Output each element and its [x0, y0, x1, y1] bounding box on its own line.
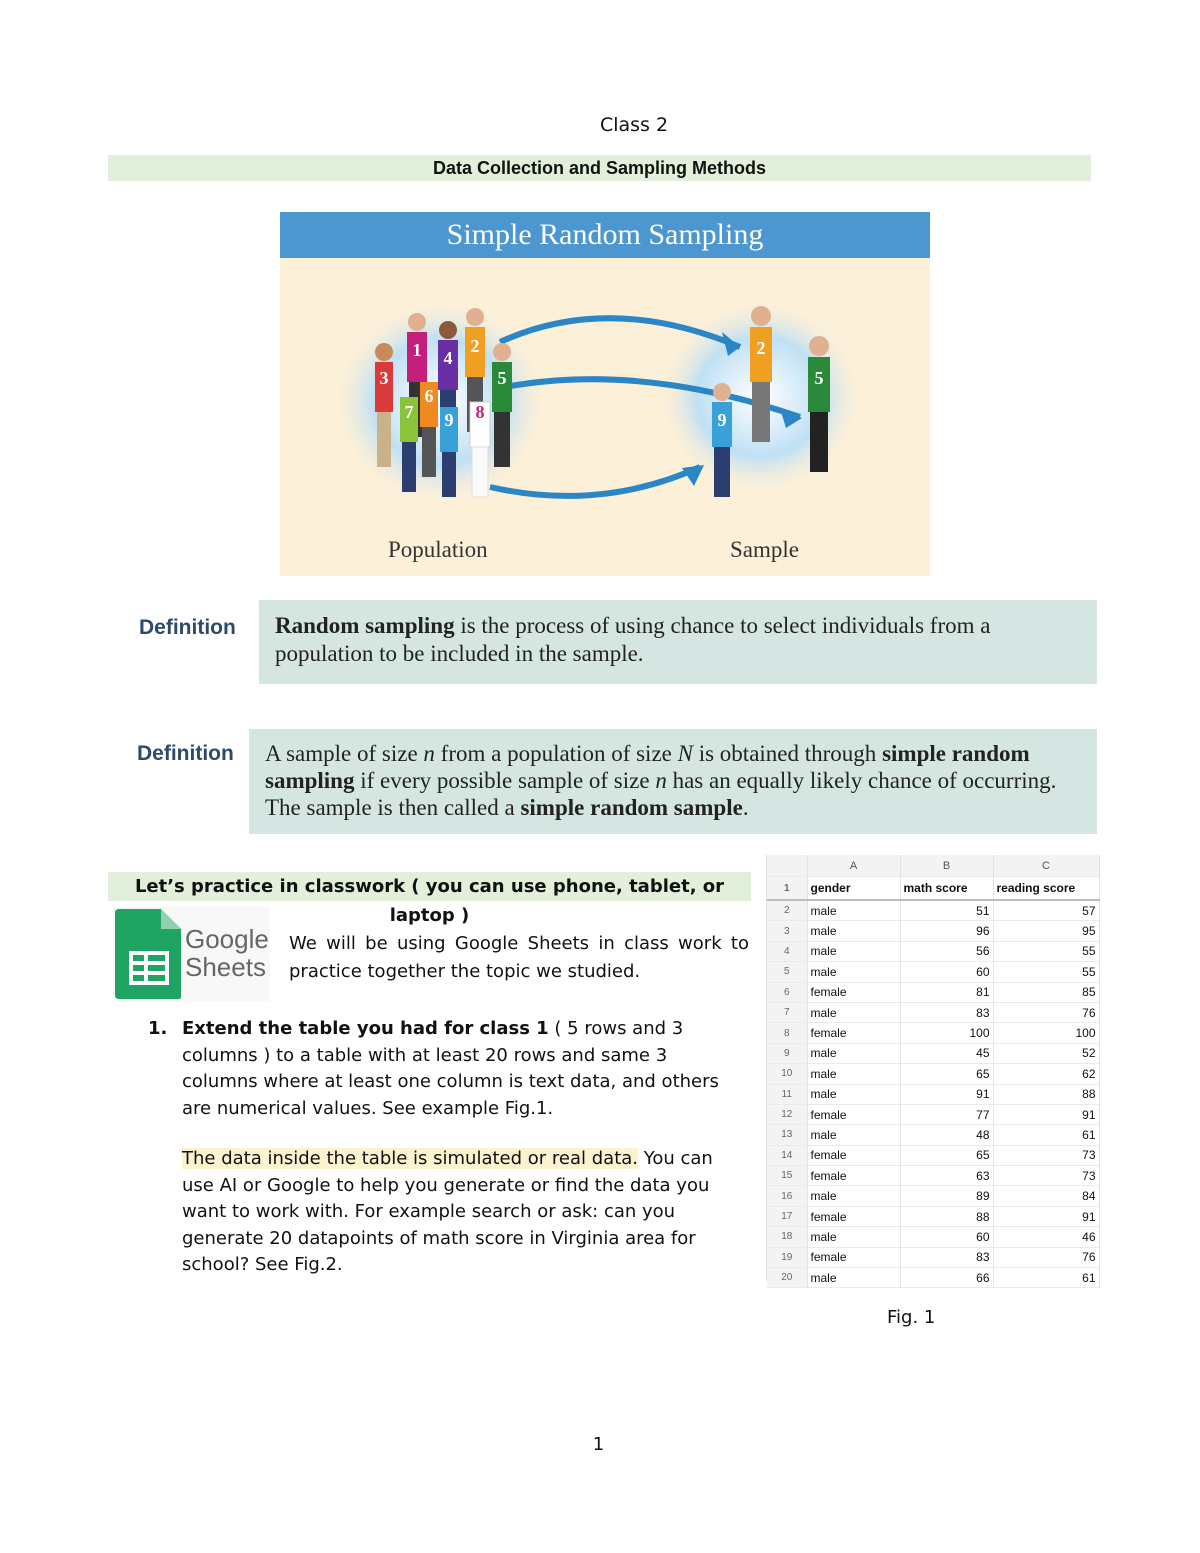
reading-score-cell: 46 [993, 1227, 1099, 1247]
logo-text: Google Sheets [185, 924, 269, 982]
gender-cell: female [807, 1166, 900, 1186]
math-score-cell: 65 [900, 1064, 993, 1084]
row-number: 3 [767, 921, 807, 941]
gender-cell: female [807, 1206, 900, 1226]
pop-num-6: 6 [424, 386, 434, 406]
step-note: The data inside the table is simulated or real data. You can use AI or Google to help you generate or find the data you want to work with. For example search or ask: can you generate 20 datapoints of math score in Virginia area for school? See Fig.2. [182, 1148, 713, 1275]
table-row [767, 1206, 1099, 1226]
row-number: 10 [767, 1064, 807, 1084]
definition-random-sampling [118, 588, 1097, 684]
reading-score-cell: 73 [993, 1166, 1099, 1186]
gender-cell: male [807, 941, 900, 961]
pop-num-7: 7 [404, 402, 414, 422]
math-score-cell: 48 [900, 1125, 993, 1145]
pop-num-4: 4 [443, 348, 453, 368]
pop-num-5: 5 [497, 368, 507, 388]
math-score-cell: 45 [900, 1043, 993, 1063]
srs-illustration [280, 212, 930, 576]
step-body: Extend the table you had for class 1 ( 5 rows and 3 columns ) to a table with at least 20 rows and same 3 columns where at least one column is text data, and others are numerical values. See example Fig.1. [182, 1018, 719, 1119]
row-number: 5 [767, 962, 807, 982]
math-score-cell: 91 [900, 1084, 993, 1104]
table-row [767, 1125, 1099, 1145]
row-number: 17 [767, 1206, 807, 1226]
definition-text [259, 600, 1097, 684]
table-row [767, 1166, 1099, 1186]
math-score-cell: 83 [900, 1247, 993, 1267]
math-score-cell: 51 [900, 900, 993, 921]
practice-title: Let’s practice in classwork ( you can use phone, tablet, or laptop ) [108, 872, 751, 901]
math-score-cell: 65 [900, 1145, 993, 1165]
header-cell: reading score [993, 877, 1099, 901]
row-number: 14 [767, 1145, 807, 1165]
pop-num-2: 2 [470, 336, 480, 356]
definition-text: A sample of size n from a population of size N is obtained through simple random sampling if every possible sample of size n has an equally likely chance of occurring. The sample is then called a simple random sample. [249, 729, 1097, 834]
math-score-cell: 89 [900, 1186, 993, 1206]
table-row [767, 1023, 1099, 1043]
math-score-cell: 88 [900, 1206, 993, 1226]
column-letter: C [993, 855, 1099, 877]
pop-num-8: 8 [475, 402, 485, 422]
table-row [767, 1145, 1099, 1165]
sample-num-5: 5 [814, 368, 824, 388]
population-label: Population [388, 537, 488, 562]
figure-caption: Fig. 1 [887, 1307, 936, 1328]
table-row [767, 1084, 1099, 1104]
column-letter: B [900, 855, 993, 877]
pop-num-9: 9 [444, 410, 454, 430]
reading-score-cell: 100 [993, 1023, 1099, 1043]
reading-score-cell: 84 [993, 1186, 1099, 1206]
row-number: 16 [767, 1186, 807, 1206]
math-score-cell: 100 [900, 1023, 993, 1043]
sample-num-2: 2 [756, 338, 766, 358]
pop-num-1: 1 [412, 340, 422, 360]
gender-cell: male [807, 1043, 900, 1063]
gender-cell: male [807, 1186, 900, 1206]
reading-score-cell: 61 [993, 1125, 1099, 1145]
math-score-cell: 63 [900, 1166, 993, 1186]
srs-figure [280, 212, 930, 576]
table-row [767, 982, 1099, 1002]
gender-cell: male [807, 1064, 900, 1084]
reading-score-cell: 91 [993, 1206, 1099, 1226]
sample-num-9: 9 [717, 410, 727, 430]
reading-score-cell: 76 [993, 1002, 1099, 1022]
gender-cell: male [807, 1227, 900, 1247]
gender-cell: female [807, 1023, 900, 1043]
definition-body: is the process of using chance to select individuals from a population to be included in the sample. [275, 613, 991, 666]
header-cell: gender [807, 877, 900, 901]
class-title: Class 2 [599, 114, 669, 136]
table-row [767, 1227, 1099, 1247]
row-number: 12 [767, 1104, 807, 1124]
column-letter: A [807, 855, 900, 877]
math-score-cell: 66 [900, 1268, 993, 1288]
table-row [767, 1104, 1099, 1124]
math-score-cell: 83 [900, 1002, 993, 1022]
table-row [767, 1247, 1099, 1267]
row-number: 8 [767, 1023, 807, 1043]
reading-score-cell: 73 [993, 1145, 1099, 1165]
row-number: 19 [767, 1247, 807, 1267]
gender-cell: male [807, 1084, 900, 1104]
step-number: 1. [148, 1018, 168, 1039]
row-number: 18 [767, 1227, 807, 1247]
definition-simple-random-sampling [118, 712, 1097, 834]
table-row [767, 900, 1099, 921]
definition-label: Definition [139, 616, 236, 639]
pop-num-3: 3 [379, 368, 389, 388]
table-row [767, 1043, 1099, 1063]
table-row [767, 1002, 1099, 1022]
math-score-cell: 96 [900, 921, 993, 941]
header-row: 1 gender math score reading score [767, 877, 1099, 901]
gender-cell: male [807, 1002, 900, 1022]
reading-score-cell: 95 [993, 921, 1099, 941]
math-score-cell: 81 [900, 982, 993, 1002]
row-number: 11 [767, 1084, 807, 1104]
gender-cell: female [807, 1247, 900, 1267]
gender-cell: male [807, 1268, 900, 1288]
row-number: 2 [767, 900, 807, 921]
google-sheets-logo [113, 907, 270, 1001]
reading-score-cell: 91 [993, 1104, 1099, 1124]
math-score-cell: 56 [900, 941, 993, 961]
math-score-cell: 60 [900, 962, 993, 982]
intro-text: We will be using Google Sheets in class work to practice together the topic we studied. [289, 933, 749, 982]
sample-label: Sample [730, 537, 799, 562]
section-title: Data Collection and Sampling Methods [108, 155, 1091, 181]
reading-score-cell: 55 [993, 962, 1099, 982]
gender-cell: female [807, 1145, 900, 1165]
table-row [767, 1064, 1099, 1084]
spreadsheet-table [767, 855, 1100, 1288]
header-cell: math score [900, 877, 993, 901]
reading-score-cell: 61 [993, 1268, 1099, 1288]
gender-cell: male [807, 1125, 900, 1145]
spreadsheet-figure [766, 855, 1099, 1285]
table-row [767, 921, 1099, 941]
table-row [767, 941, 1099, 961]
row-number: 9 [767, 1043, 807, 1063]
row-number: 13 [767, 1125, 807, 1145]
gender-cell: female [807, 982, 900, 1002]
reading-score-cell: 76 [993, 1247, 1099, 1267]
math-score-cell: 60 [900, 1227, 993, 1247]
column-letter-row [767, 855, 1099, 877]
row-number: 6 [767, 982, 807, 1002]
table-row [767, 1186, 1099, 1206]
definition-term: Random sampling [275, 613, 455, 638]
row-number: 4 [767, 941, 807, 961]
row-number: 7 [767, 1002, 807, 1022]
reading-score-cell: 55 [993, 941, 1099, 961]
reading-score-cell: 88 [993, 1084, 1099, 1104]
reading-score-cell: 85 [993, 982, 1099, 1002]
page-number: 1 [592, 1434, 605, 1455]
gender-cell: male [807, 921, 900, 941]
reading-score-cell: 52 [993, 1043, 1099, 1063]
gender-cell: female [807, 1104, 900, 1124]
table-row [767, 1268, 1099, 1288]
reading-score-cell: 62 [993, 1064, 1099, 1084]
math-score-cell: 77 [900, 1104, 993, 1124]
srs-banner: Simple Random Sampling [280, 212, 930, 258]
gender-cell: male [807, 962, 900, 982]
gender-cell: male [807, 900, 900, 921]
reading-score-cell: 57 [993, 900, 1099, 921]
row-number: 20 [767, 1268, 807, 1288]
table-row [767, 962, 1099, 982]
row-number: 15 [767, 1166, 807, 1186]
definition-label: Definition [137, 742, 234, 765]
